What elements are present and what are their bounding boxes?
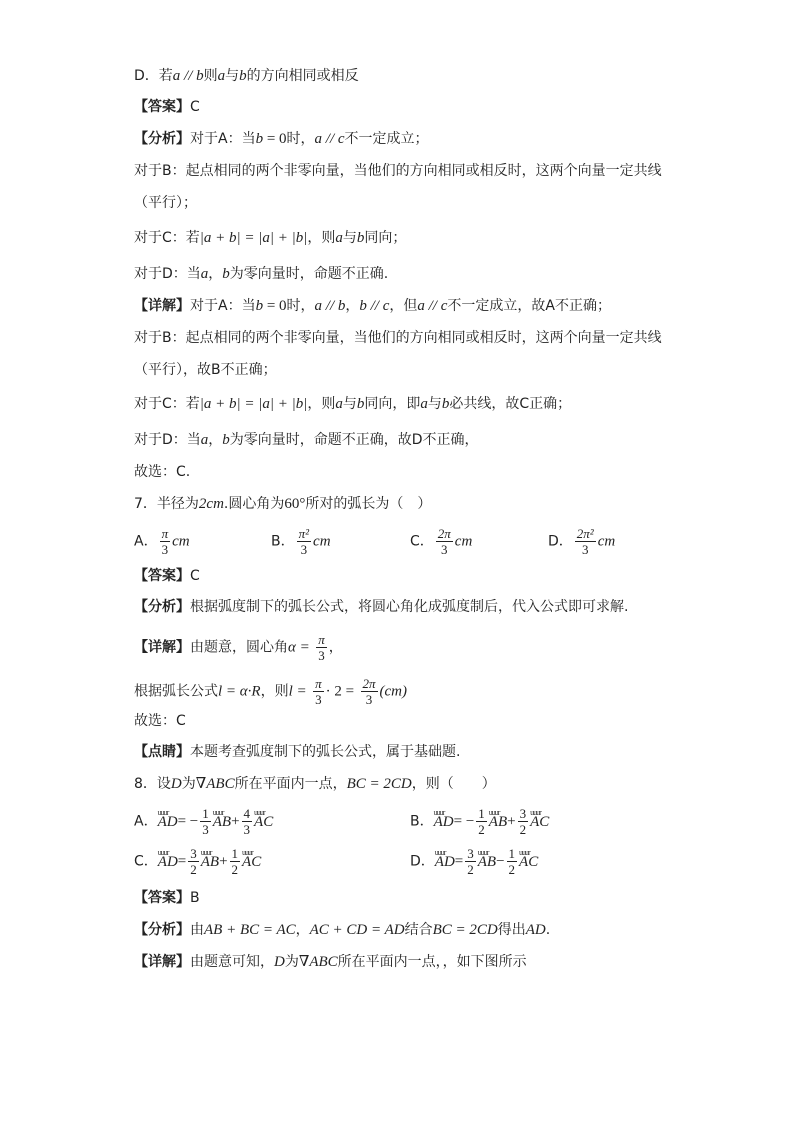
vector: uuur AB — [489, 812, 507, 832]
vector: uuur AB — [201, 852, 219, 872]
analysis-line-a: 【分析】对于A：当b = 0时，a // c不一定成立； — [134, 131, 429, 147]
detail-line-b2: （平行），故B不正确； — [134, 362, 277, 378]
option-label: B． — [271, 533, 295, 550]
option-label: C． — [410, 533, 434, 550]
conclusion-line: 故选：C. — [134, 464, 191, 480]
detail-line-a: 【详解】对于A：当b = 0时，a // b，b // c，但a // c不一定成立，故A不正确； — [134, 298, 611, 314]
vector: uuur AB — [478, 852, 496, 872]
q7-answer: 【答案】C — [134, 568, 200, 584]
q7-conclusion: 故选：C — [134, 713, 186, 729]
unit: cm — [313, 533, 331, 550]
vector: uuur AC — [519, 852, 538, 872]
fraction: $\frac{\pi}{3}$ — [161, 526, 169, 557]
vector: uuur AC — [530, 812, 549, 832]
vector: uuur AD — [434, 812, 454, 832]
fraction: $\frac{2\pi}{3}$ — [362, 676, 376, 707]
unit: cm — [597, 533, 616, 550]
detail-line-d: 对于D：当a，b为零向量时，命题不正确，故D不正确， — [134, 432, 479, 448]
unit: cm — [172, 533, 190, 550]
analysis-line-c: 对于C：若|a + b| = |a| + |b|，则a与b同向； — [134, 230, 407, 246]
fraction: $\frac{\text{π²}}{3}$ — [298, 526, 310, 557]
vector: uuur AD — [158, 812, 178, 832]
fraction: $\frac{2\pi}{3}$ — [437, 526, 451, 557]
option-d-line: D．若a // b则a与b的方向相同或相反 — [134, 68, 359, 84]
math-a-parallel-b: a // b — [172, 68, 204, 84]
fraction: $\frac{1}{2}$ — [478, 806, 485, 837]
q8-detail: 【详解】由题意可知，D为∇ABC所在平面内一点，，如下图所示 — [134, 954, 527, 970]
q7-remark: 【点睛】本题考查弧度制下的弧长公式，属于基础题. — [134, 744, 461, 760]
then-text: 则 — [203, 68, 218, 84]
option-label: C． — [134, 853, 158, 870]
fraction: $\frac{\text{2π²}}{3}$ — [576, 526, 594, 557]
fraction: $\frac{3}{2}$ — [519, 806, 527, 837]
q7-option-a — [134, 526, 190, 557]
option-label: B． — [410, 813, 434, 830]
q8-option-d: D．uuur AD= $\frac{3}{2}$ uuur AB− $\frac{1}{2}$ uuur AC — [410, 846, 538, 877]
vector: uuur AC — [254, 812, 273, 832]
fraction: $\frac{1}{2}$ — [508, 846, 516, 877]
vector: uuur AC — [242, 852, 261, 872]
analysis-line-d: 对于D：当a，b为零向量时，命题不正确. — [134, 266, 389, 282]
vector: uuur AD — [435, 852, 455, 872]
fraction: $\frac{3}{2}$ — [190, 846, 197, 877]
fraction: $\frac{1}{2}$ — [231, 846, 239, 877]
q8-stem: 8．设D为∇ABC所在平面内一点，BC = 2CD，则（ ） — [134, 776, 496, 792]
q7-option-d — [548, 526, 615, 557]
fraction: $\frac{3}{2}$ — [467, 846, 474, 877]
answer-line: 【答案】C — [134, 99, 200, 115]
vector: uuur AD — [158, 852, 178, 872]
q8-option-b: B．uuur AD= − $\frac{1}{2}$ uuur AB+ $\frac{3}{2}$ uuur AC — [410, 806, 549, 837]
q8-analysis: 【分析】由AB + BC = AC，AC + CD = AD结合BC = 2CD得出AD. — [134, 922, 551, 938]
fraction: $\frac{1}{3}$ — [202, 806, 209, 837]
q7-option-b — [271, 526, 331, 557]
q7-option-c — [410, 526, 472, 557]
fraction: $\frac{\pi}{3}$ — [318, 632, 325, 663]
option-label: A． — [134, 813, 158, 830]
q8-option-c: C．uuur AD= $\frac{3}{2}$ uuur AB+ $\frac{1}{2}$ uuur AC — [134, 846, 261, 877]
analysis-line-b: 对于B：起点相同的两个非零向量，当他们的方向相同或相反时，这两个向量一定共线 — [134, 163, 662, 179]
q7-analysis: 【分析】根据弧度制下的弧长公式，将圆心角化成弧度制后，代入公式即可求解. — [134, 599, 629, 615]
detail-line-c: 对于C：若|a + b| = |a| + |b|，则a与b同向，即a与b必共线，故C正确； — [134, 396, 572, 412]
q8-option-a: A．uuur AD= − $\frac{1}{3}$ uuur AB+ $\frac{4}{3}$ uuur AC — [134, 806, 273, 837]
detail-line-b: 对于B：起点相同的两个非零向量，当他们的方向相同或相反时，这两个向量一定共线 — [134, 330, 662, 346]
option-label: D． — [410, 853, 435, 870]
unit: cm — [454, 533, 473, 550]
vector: uuur AB — [213, 812, 231, 832]
analysis-line-b2: （平行）； — [134, 195, 197, 211]
q7-detail-2: 根据弧长公式l = α·R，则l = $\frac{\pi}{3}$ · 2 = $\frac{2\pi}{3}$ (cm) — [134, 676, 408, 707]
option-label: A． — [134, 533, 158, 550]
fraction: $\frac{\pi}{3}$ — [315, 676, 322, 707]
q7-detail-1: 【详解】由题意，圆心角α = $\frac{\pi}{3}$ ， — [134, 632, 343, 663]
fraction: $\frac{4}{3}$ — [243, 806, 251, 837]
q7-stem: 7．半径为2cm.圆心角为60°所对的弧长为（ ） — [134, 496, 432, 512]
option-label: D． — [548, 533, 573, 550]
q8-answer: 【答案】B — [134, 890, 200, 906]
